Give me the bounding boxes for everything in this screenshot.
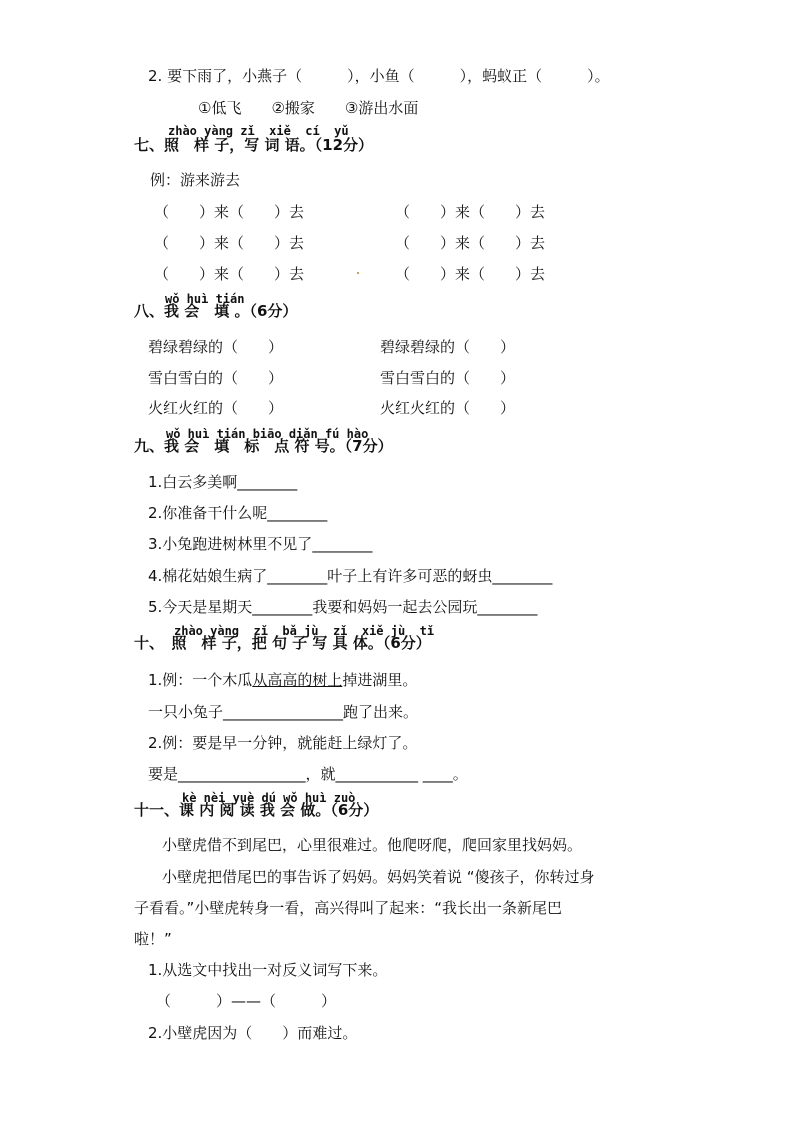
s7-row: （ ）来（ ）去 <box>154 203 305 221</box>
s11-paragraph-2-cont: 子看看。”小壁虎转身一看，高兴得叫了起来：“我长出一条新尾巴 <box>134 899 563 917</box>
q6-options: ①低飞 ②搬家 ③游出水面 <box>198 99 419 117</box>
s9-title: 九、我 会 填 标 点 符 号。（7分） <box>134 437 393 455</box>
s8-item: 碧绿碧绿的（ ） <box>148 338 284 356</box>
s10-example-1-underlined: 从高高的树上 <box>252 671 343 689</box>
s7-example: 例：游来游去 <box>150 171 241 189</box>
s9-item: 3.小兔跑进树林里不见了________ <box>148 535 373 553</box>
s10-fill-2: 要是_________________，就___________ ____。 <box>148 765 468 783</box>
s7-row: （ ）来（ ）去 <box>395 203 546 221</box>
s11-paragraph-2: 小壁虎把借尾巴的事告诉了妈妈。妈妈笑着说 “傻孩子，你转过身 <box>162 868 595 886</box>
s7-row: （ ）来（ ）去 <box>395 234 546 252</box>
s7-title: 七、照 样 子，写 词 语。（12分） <box>134 136 374 154</box>
s7-pinyin: zhào yàng zǐ xiě cí yǔ <box>168 124 349 138</box>
s7-row: （ ）来（ ）去 <box>154 265 305 283</box>
s7-row: （ ）来（ ）去 <box>154 234 305 252</box>
s10-example-1 <box>148 670 417 690</box>
s10-pinyin: zhào yàng zǐ bǎ jù zǐ xiě jù tǐ <box>174 624 435 638</box>
s9-item: 5.今天是星期天________我要和妈妈一起去公园玩________ <box>148 598 538 616</box>
s10-example-1-pre: 1.例：一个木瓜 <box>148 671 253 689</box>
s10-title: 十、 照 样 子，把 句 子 写 具 体。（6分） <box>134 634 431 652</box>
s10-example-1-post: 掉进湖里。 <box>342 671 418 689</box>
s8-item: 雪白雪白的（ ） <box>148 369 284 387</box>
s9-item: 1.白云多美啊________ <box>148 473 298 491</box>
s11-question-1-answer: （ ）——（ ） <box>156 992 337 1010</box>
s9-item: 2.你准备干什么呢________ <box>148 504 328 522</box>
s8-item: 火红火红的（ ） <box>148 399 284 417</box>
q6-item-2: 2. 要下雨了，小燕子（ ），小鱼（ ），蚂蚁正（ ）。 <box>148 67 610 85</box>
s10-example-2: 2.例：要是早一分钟，就能赶上绿灯了。 <box>148 734 418 752</box>
speck-mark <box>357 272 359 274</box>
s8-item: 火红火红的（ ） <box>380 399 516 417</box>
s11-title: 十一、课 内 阅 读 我 会 做。（6分） <box>134 801 379 819</box>
s8-title: 八、我 会 填 。（6分） <box>134 302 298 320</box>
s10-fill-1: 一只小兔子________________跑了出来。 <box>148 703 419 721</box>
s9-pinyin: wǒ huì tián biāo diǎn fú hào <box>166 427 369 441</box>
s8-item: 碧绿碧绿的（ ） <box>380 338 516 356</box>
s7-row: （ ）来（ ）去 <box>395 265 546 283</box>
s9-item: 4.棉花姑娘生病了________叶子上有许多可恶的蚜虫________ <box>148 567 553 585</box>
s11-paragraph-2-end: 啦！” <box>134 930 172 948</box>
s11-paragraph-1: 小壁虎借不到尾巴，心里很难过。他爬呀爬，爬回家里找妈妈。 <box>162 836 583 854</box>
s8-pinyin: wǒ huì tián <box>165 292 245 306</box>
s8-item: 雪白雪白的（ ） <box>380 369 516 387</box>
s11-question-2: 2.小壁虎因为（ ）而难过。 <box>148 1024 358 1042</box>
s11-question-1: 1.从选文中找出一对反义词写下来。 <box>148 961 388 979</box>
s11-pinyin: kè nèi yuè dú wǒ huì zuò <box>182 791 356 805</box>
